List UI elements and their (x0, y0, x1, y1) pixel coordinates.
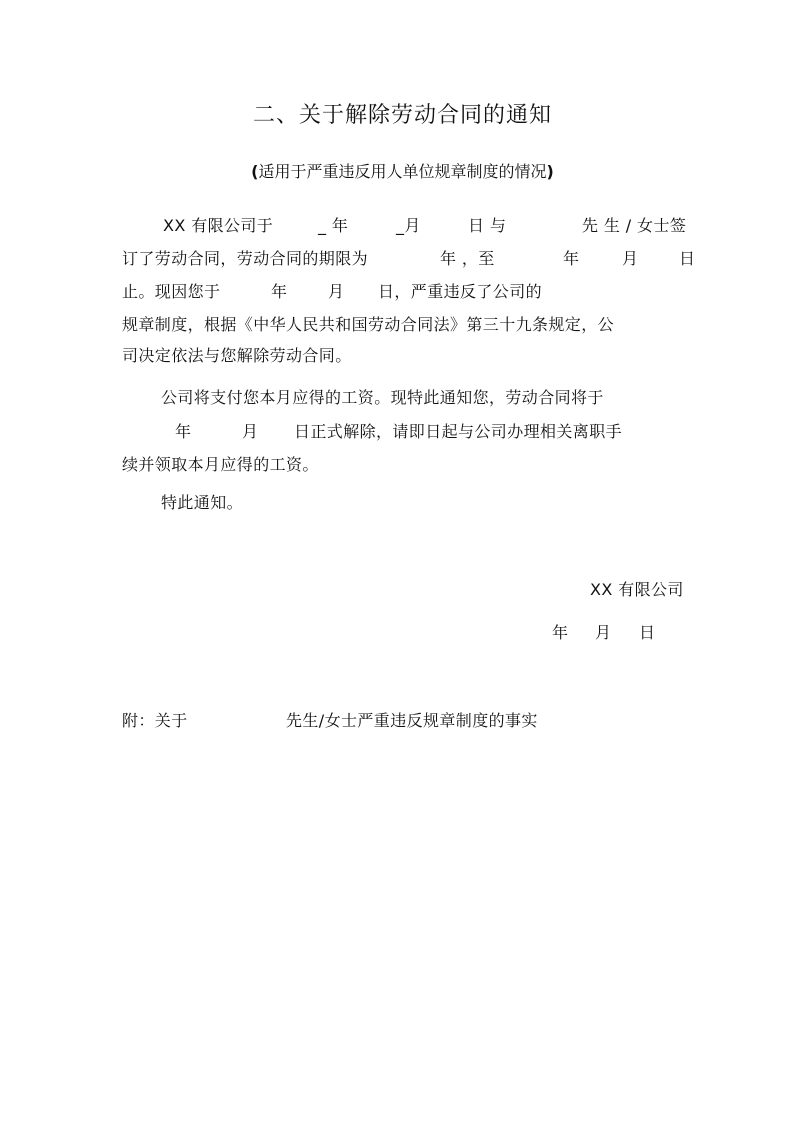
signature-month: 月 (595, 623, 612, 642)
p1-end-year: 年 (563, 249, 580, 268)
p1-company-date-label: XX 有限公司于 (163, 216, 274, 235)
p2-line-3: 续并领取本月应得的工资。 (122, 455, 319, 474)
p1-year-blank: _ 年 (318, 216, 349, 235)
p2-line-1: 公司将支付您本月应得的工资。现特此通知您，劳动合同将于 (161, 388, 604, 407)
p1-violation-year: 年 (271, 282, 288, 301)
subtitle-close-paren: ) (546, 162, 554, 181)
p1-end-day: 日 (679, 249, 696, 268)
p3-closing: 特此通知。 (161, 493, 244, 512)
p2-month: 月 (242, 422, 259, 441)
subtitle-text: 适用于严重违反用人单位规章制度的情况 (258, 162, 547, 181)
signature-day: 日 (639, 623, 656, 642)
p1-end-month: 月 (622, 249, 639, 268)
p2-day-text: 日正式解除，请即日起与公司办理相关离职手 (294, 422, 623, 441)
attachment-text: 先生/女士严重违反规章制度的事实 (286, 711, 538, 730)
document-subtitle (0, 162, 805, 182)
signature-year: 年 (552, 623, 569, 642)
subtitle-open-paren: ( (251, 162, 259, 181)
p1-stop-now-label: 止。现因您于 (122, 282, 221, 301)
signature-company: XX 有限公司 (590, 580, 684, 599)
p1-violation-month: 月 (328, 282, 345, 301)
p1-contract-term-label: 订了劳动合同，劳动合同的期限为 (122, 249, 369, 268)
p1-violation-day-text: 日，严重违反了公司的 (378, 282, 543, 301)
p2-year: 年 (175, 422, 192, 441)
p1-term-years-to: 年 ，至 (440, 249, 495, 268)
p1-day-with: 日 与 (468, 216, 507, 235)
document-title: 二、关于解除劳动合同的通知 (252, 103, 552, 128)
p1-month-blank: _月 (396, 216, 421, 235)
attachment-prefix: 附：关于 (122, 711, 188, 730)
p1-line-4: 规章制度，根据《中华人民共和国劳动合同法》第三十九条规定，公 (122, 315, 615, 334)
p1-mr-ms-signed: 先 生 / 女士签 (582, 216, 687, 235)
p1-line-5: 司决定依法与您解除劳动合同。 (122, 346, 352, 365)
